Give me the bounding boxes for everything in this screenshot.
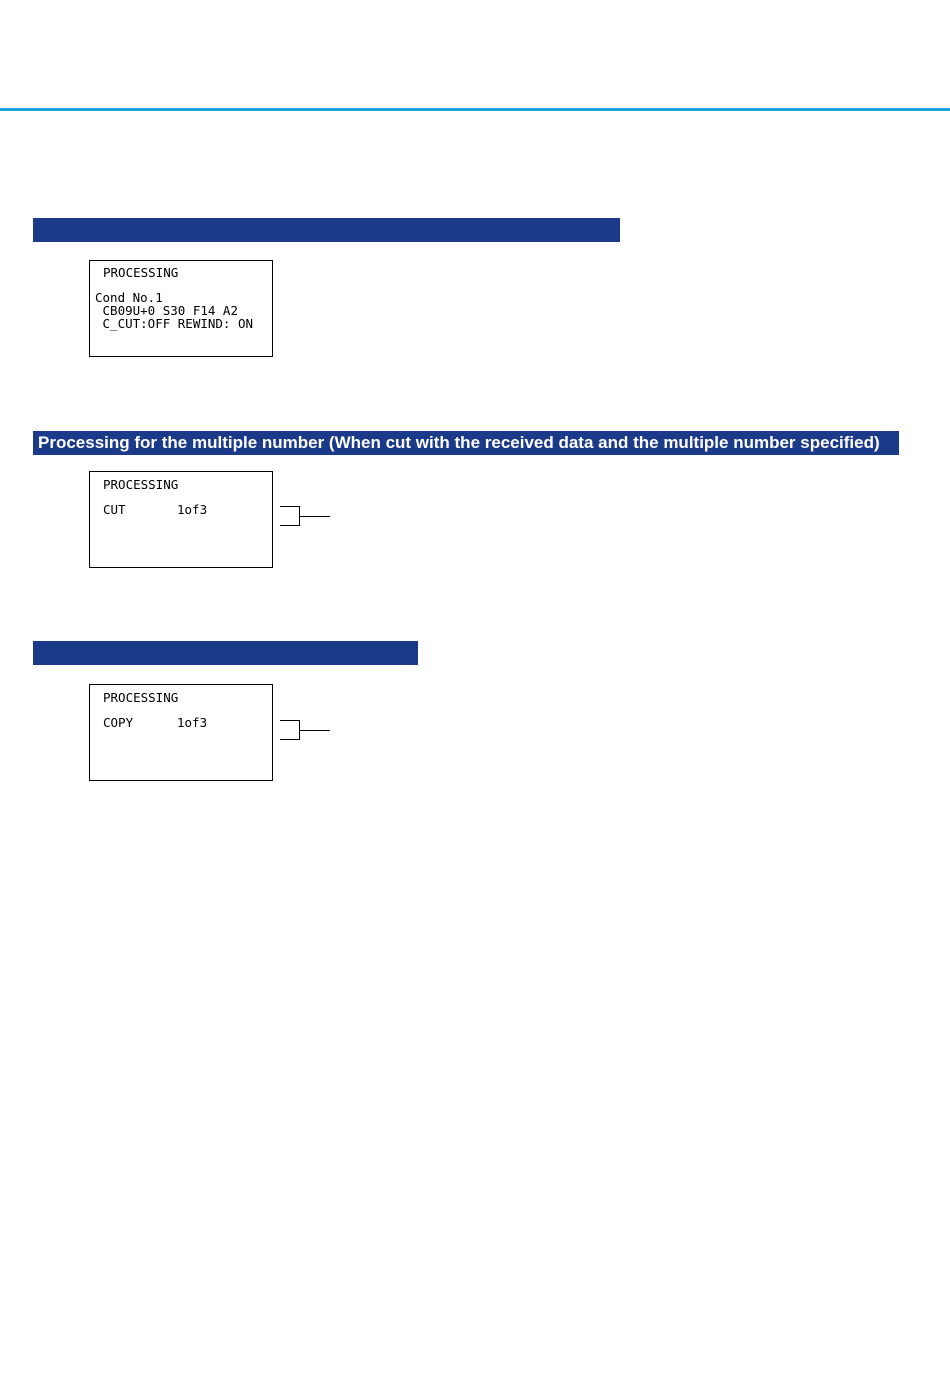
- lcd-line-mode: CUT: [103, 502, 126, 517]
- lcd-display-processing: [89, 260, 273, 357]
- callout-line: [299, 516, 330, 517]
- lcd-line-mode: COPY: [103, 715, 134, 730]
- callout-bracket: [280, 720, 300, 740]
- section-bar-multiple-number: Processing for the multiple number (When cut with the received data and the multiple number specified): [33, 431, 899, 455]
- section-bar-processing: [33, 218, 620, 242]
- lcd-line-status: PROCESSING: [103, 265, 179, 280]
- callout-bracket: [280, 506, 300, 526]
- lcd-line-condition: Cond No.1: [95, 290, 163, 305]
- lcd-line-count: 1of3: [177, 502, 208, 517]
- lcd-line-cut-rewind: C_CUT:OFF REWIND: ON: [95, 316, 254, 331]
- lcd-display-cut: [89, 471, 273, 568]
- section-bar-copy: [33, 641, 418, 665]
- lcd-line-status: PROCESSING: [103, 690, 179, 705]
- callout-line: [299, 730, 330, 731]
- top-rule: [0, 108, 950, 111]
- lcd-line-status: PROCESSING: [103, 477, 179, 492]
- lcd-line-parameters: CB09U+0 S30 F14 A2: [95, 303, 238, 318]
- lcd-display-copy: [89, 684, 273, 781]
- lcd-line-count: 1of3: [177, 715, 208, 730]
